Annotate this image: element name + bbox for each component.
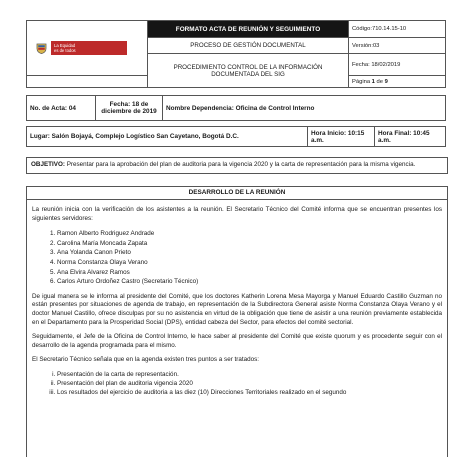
page-number xyxy=(349,76,446,88)
document-code: Código:710.14.15-10 xyxy=(349,21,446,38)
format-title: FORMATO ACTA DE REUNIÓN Y SEGUIMIENTO xyxy=(148,21,349,38)
meeting-place-table xyxy=(26,126,446,147)
logo-spacer xyxy=(27,76,148,88)
list-item: 2. Carolina María Moncada Zapata xyxy=(57,239,447,249)
start-time: Hora Inicio: 10:15 a.m. xyxy=(308,127,375,147)
document-date: Fecha: 18/02/2019 xyxy=(349,54,446,76)
list-item: 3. Ana Yolanda Canon Prieto xyxy=(57,248,447,258)
meeting-place-value: Salón Bojayá, Complejo Logístico San Cayetano, Bogotá D.C. xyxy=(51,133,239,140)
list-item: i. Presentación de la carta de representación. xyxy=(57,371,447,380)
dependency-name: Nombre Dependencia: Oficina de Control Interno xyxy=(163,96,446,121)
list-item: 1. Ramon Alberto Rodriguez Andrade xyxy=(57,229,447,239)
intro-paragraph: La reunión inicia con la verificación de los asistentes a la reunión. El Secretario Técnico del Comité informa que se encuentran presentes los siguientes servidores: xyxy=(32,206,442,222)
document-version: Versión:03 xyxy=(349,38,446,54)
document-header xyxy=(26,20,446,88)
logo-cell xyxy=(27,21,148,76)
page-prefix: Página xyxy=(352,78,372,85)
list-item: 4. Norma Constanza Olaya Verano xyxy=(57,258,447,268)
list-item: 5. Ana Elvira Alvarez Ramos xyxy=(57,268,447,278)
objective-box xyxy=(26,157,448,174)
meeting-development-section xyxy=(26,186,448,457)
government-logo xyxy=(51,41,127,55)
page-total: 9 xyxy=(384,78,388,85)
coat-of-arms-icon xyxy=(35,42,48,55)
list-item: ii. Presentación del plan de auditoria vigencia 2020 xyxy=(57,380,447,389)
meeting-place: Lugar: Salón Bojayá, Complejo Logístico San Cayetano, Bogotá D.C. xyxy=(27,127,308,147)
section-title: DESARROLLO DE LA REUNIÓN xyxy=(27,187,447,200)
objective-text: Presentar para la aprobación del plan de auditoria para la vigencia 2020 y la carta de representación para la misma vigencia. xyxy=(66,161,416,168)
quorum-paragraph: Seguidamente, el Jefe de la Oficina de Control Interno, le hace saber al presidente del Comité que existe quorum y es procedente seguir con el desarrollo de la agenda programada para el mismo. xyxy=(32,333,442,349)
logo-line-2: es de todos xyxy=(54,48,76,53)
agenda-list xyxy=(27,371,447,397)
page-of: de xyxy=(374,78,385,85)
logo-line-1: La Equidad xyxy=(54,43,76,48)
meeting-date: Fecha: 18 de diciembre de 2019 xyxy=(96,96,163,121)
acta-number: No. de Acta: 04 xyxy=(27,96,96,121)
objective-label: OBJETIVO: xyxy=(31,161,67,168)
end-time: Hora Final: 10:45 a.m. xyxy=(375,127,446,147)
attendee-list xyxy=(27,229,447,287)
agenda-intro-paragraph: El Secretario Técnico señala que en la agenda existen tres puntos a ser tratados: xyxy=(32,356,260,364)
dependency-value: Oficina de Control Interno xyxy=(235,104,315,112)
list-item: 6. Carlos Arturo Ordoñez Castro (Secretario Técnico) xyxy=(57,277,447,287)
page-current: 1 xyxy=(371,78,375,85)
procedure-name: PROCEDIMIENTO CONTROL DE LA INFORMACIÓN DOCUMENTADA DEL SIG xyxy=(148,54,349,88)
meeting-meta-table xyxy=(26,95,446,121)
absence-paragraph: De igual manera se le informa al presidente del Comité, que los doctores Katherin Lorena Mesa Mayorga y Manuel Eduardo Castillo Guzman no están presentes por situaciones de agenda de trabajo, en representación de la Subdirectora General asiste Norma Constanza Olaya Verano y el doctor Manuel Castillo, ofrece disculpas por su no asistencia en virtud de la obligación que tiene de asistir a una reunión previamente establecida en el Departamento para la Prosperidad Social (DPS), entidad cabeza del Sector, para efectos del comité sectorial. xyxy=(32,292,442,326)
process-name: PROCESO DE GESTIÓN DOCUMENTAL xyxy=(148,38,349,54)
list-item: iii. Los resultados del ejercicio de auditoria a las diez (10) Direcciones Territoriales realizado en el segundo xyxy=(57,389,447,398)
